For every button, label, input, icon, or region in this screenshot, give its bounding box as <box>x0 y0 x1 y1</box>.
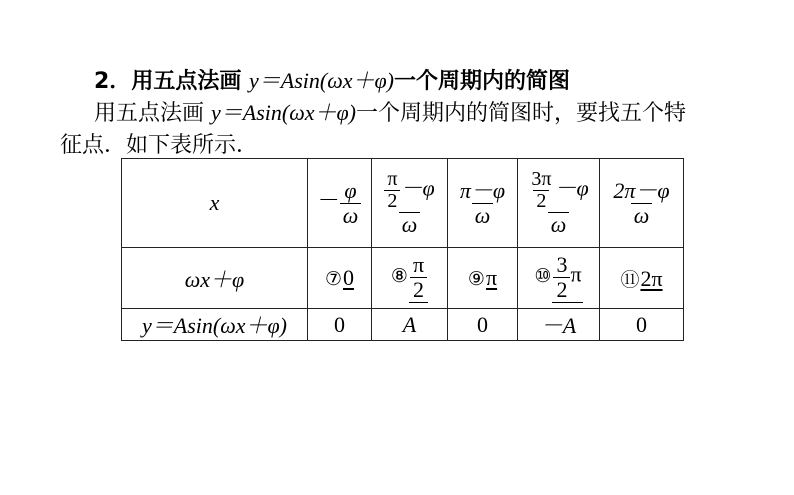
x-cell-3: $\frac{\pi-\varphi}{\omega}$ <box>448 159 518 248</box>
paragraph-line-1 <box>94 96 686 127</box>
table-row-x <box>122 159 684 248</box>
phase-cell-2: ⑧ $\frac{\pi}{2}$ <box>372 248 448 309</box>
table-row-y <box>122 309 684 341</box>
row-header-y: y＝Asin(ωx＋φ) <box>122 309 308 341</box>
para-text-post1: 一个周期内的简图时，要找五个特 <box>356 101 687 126</box>
para-formula: y＝Asin(ωx＋φ) <box>211 100 356 125</box>
phase-cell-5: ⑪2π <box>600 248 684 309</box>
heading-formula: y＝Asin(ωx＋φ) <box>248 68 394 93</box>
y-cell-1: 0 <box>308 309 372 341</box>
phase-cell-4: ⑩ $\frac{3}{2}$ π <box>518 248 600 309</box>
y-cell-2: A <box>372 309 448 341</box>
phase-cell-1: ⑦0 <box>308 248 372 309</box>
y-cell-5: 0 <box>600 309 684 341</box>
y-cell-4: －A <box>518 309 600 341</box>
section-heading <box>94 64 570 95</box>
heading-number: 2． <box>94 69 132 94</box>
para-text-pre: 用五点法画 <box>94 101 211 126</box>
heading-text-pre: 用五点法画 <box>131 69 249 94</box>
table-row-phase <box>122 248 684 309</box>
phase-cell-3: ⑨π <box>448 248 518 309</box>
row-header-phase: ωx＋φ <box>122 248 308 309</box>
para-text-post2: 征点．如下表所示． <box>60 133 259 158</box>
row-header-x: x <box>122 159 308 248</box>
heading-text-post: 一个周期内的简图 <box>393 69 570 94</box>
x-cell-1: － $\frac{\varphi}{\omega}$ <box>308 159 372 248</box>
x-cell-2: $\frac{\pi}{2}$ －φ ω <box>372 159 448 248</box>
x-cell-5: $\frac{2\pi-\varphi}{\omega}$ <box>600 159 684 248</box>
five-point-table <box>121 158 684 341</box>
paragraph-line-2 <box>60 128 258 159</box>
x-cell-4: $\frac{3\pi}{2}$ －φ ω <box>518 159 600 248</box>
y-cell-3: 0 <box>448 309 518 341</box>
